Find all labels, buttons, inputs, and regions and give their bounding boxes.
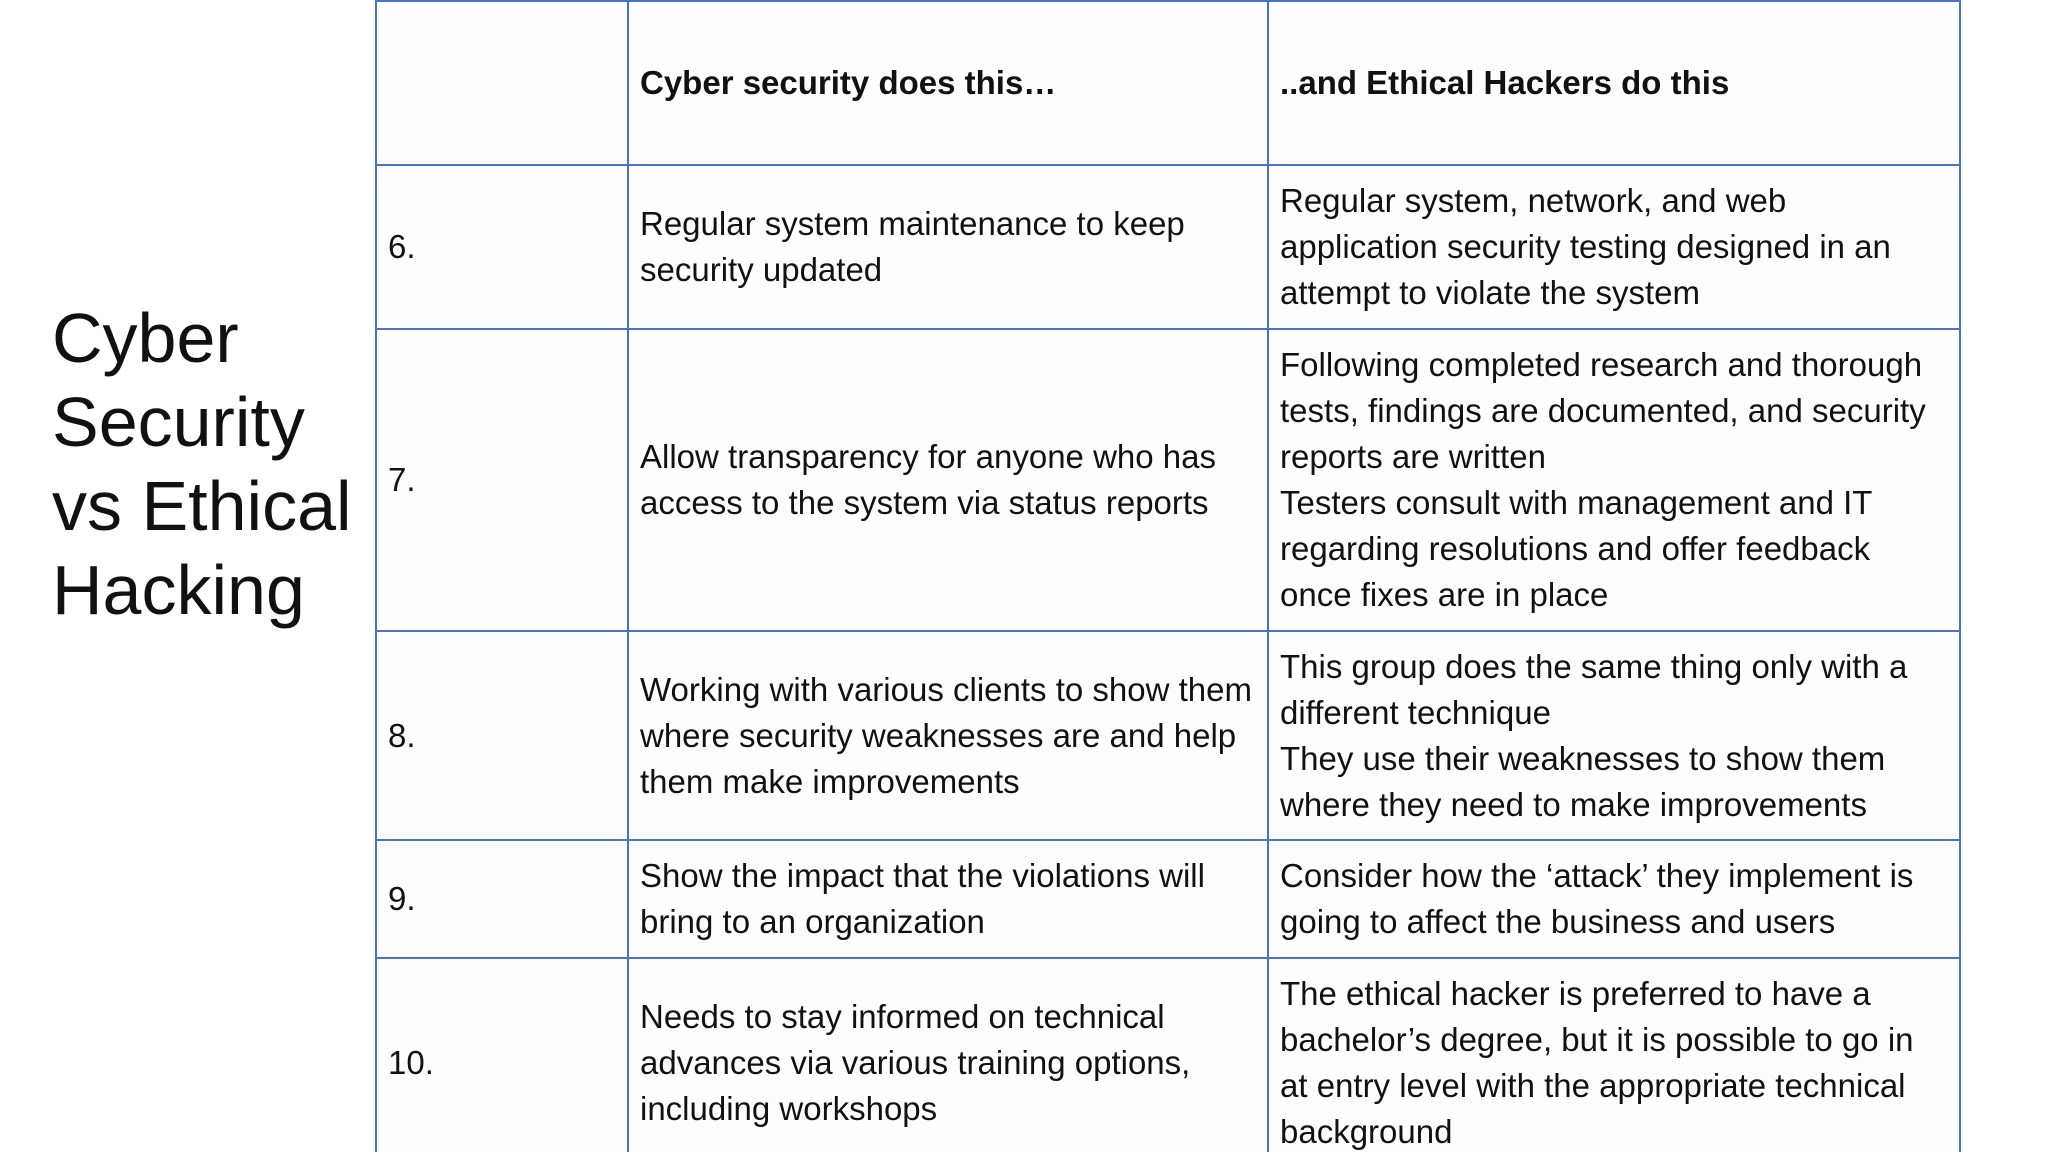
- ethical-cell: [1268, 840, 1960, 958]
- table-row: [376, 165, 1960, 329]
- ethical-paragraph: They use their weaknesses to show them where they need to make improvements: [1280, 739, 1886, 823]
- cyber-cell: Regular system maintenance to keep security updated: [628, 165, 1268, 329]
- row-number: 6.: [376, 165, 628, 329]
- table-row: [376, 329, 1960, 631]
- ethical-paragraph: This group does the same thing only with a different technique: [1280, 647, 1908, 731]
- cyber-cell: Allow transparency for anyone who has access to the system via status reports: [628, 329, 1268, 631]
- table-row: [376, 631, 1960, 840]
- ethical-cell: [1268, 329, 1960, 631]
- slide-title-line: Cyber: [52, 299, 239, 377]
- ethical-paragraph: Consider how the ‘attack’ they implement is going to affect the business and users: [1280, 857, 1914, 940]
- row-number: 10.: [376, 958, 628, 1152]
- row-number: 9.: [376, 840, 628, 958]
- table-row: [376, 840, 1960, 958]
- cyber-cell: Working with various clients to show them where security weaknesses are and help them make improvements: [628, 631, 1268, 840]
- slide-title-line: vs Ethical: [52, 467, 352, 545]
- header-cyber-security: Cyber security does this…: [628, 1, 1268, 165]
- slide-title: [52, 296, 372, 632]
- ethical-paragraph: The ethical hacker is preferred to have a bachelor’s degree, but it is possible to go in at entry level with the appropriate technical background: [1280, 975, 1914, 1150]
- header-ethical-hackers: ..and Ethical Hackers do this: [1268, 1, 1960, 165]
- ethical-cell: [1268, 165, 1960, 329]
- ethical-paragraph: Regular system, network, and web application security testing designed in an attempt to violate the system: [1280, 182, 1891, 311]
- row-number: 7.: [376, 329, 628, 631]
- comparison-table-container: [375, 0, 1960, 1152]
- slide-title-line: Security: [52, 383, 305, 461]
- ethical-cell: [1268, 631, 1960, 840]
- cyber-cell: Needs to stay informed on technical advances via various training options, including workshops: [628, 958, 1268, 1152]
- ethical-cell: [1268, 958, 1960, 1152]
- cyber-cell: Show the impact that the violations will bring to an organization: [628, 840, 1268, 958]
- header-number-cell: [376, 1, 628, 165]
- table-header-row: [376, 1, 1960, 165]
- row-number: 8.: [376, 631, 628, 840]
- slide-title-line: Hacking: [52, 551, 305, 629]
- comparison-table: [375, 0, 1961, 1152]
- ethical-paragraph: Following completed research and thorough tests, findings are documented, and security reports are written: [1280, 346, 1926, 475]
- table-row: [376, 958, 1960, 1152]
- ethical-paragraph: Testers consult with management and IT regarding resolutions and offer feedback once fixes are in place: [1280, 484, 1872, 613]
